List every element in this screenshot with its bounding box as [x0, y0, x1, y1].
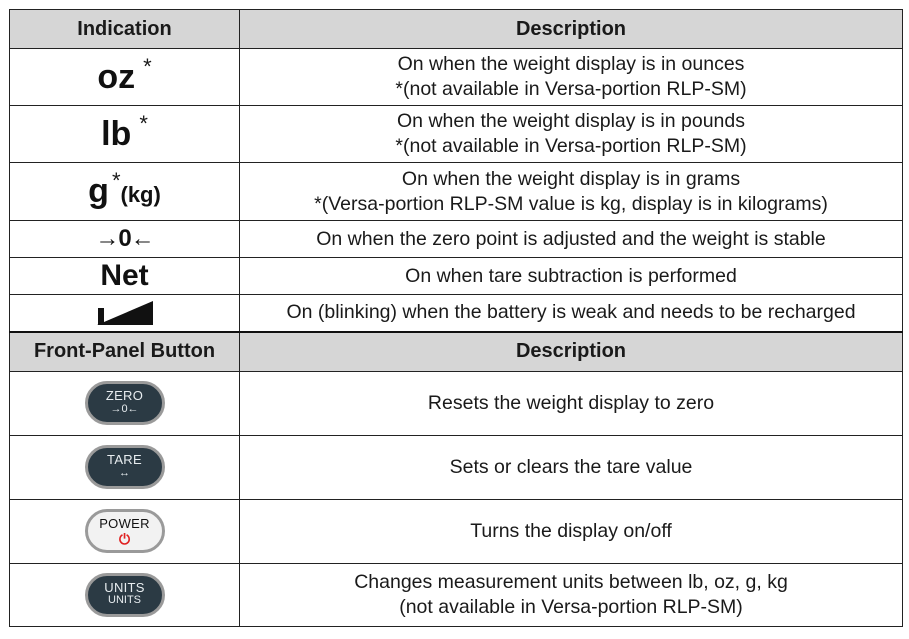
table-row-oz	[10, 49, 903, 106]
power-button[interactable]	[85, 509, 165, 553]
button-cell-units	[10, 563, 240, 626]
description-note: (not available in Versa-portion RLP-SM)	[399, 595, 743, 618]
indication-zero	[10, 221, 240, 258]
description-line: Changes measurement units between lb, oz, g, kg	[354, 570, 788, 593]
description-note: *(not available in Versa-portion RLP-SM)	[395, 78, 747, 100]
description-net: On when tare subtraction is performed	[240, 258, 903, 295]
description-zero-button: Resets the weight display to zero	[240, 371, 903, 435]
table-row-net	[10, 258, 903, 295]
g-indicator-icon: g	[88, 172, 109, 210]
description-units-button	[240, 563, 903, 626]
power-icon: ⏻	[118, 530, 131, 547]
header-row-indications	[10, 10, 903, 49]
tare-button[interactable]	[85, 445, 165, 489]
table-row-power-button	[10, 499, 903, 563]
description-oz	[240, 49, 903, 106]
lb-indicator-icon: lb	[101, 114, 132, 153]
column-header-button: Front-Panel Button	[10, 332, 240, 372]
asterisk-marker: *	[143, 53, 152, 79]
description-power-button: Turns the display on/off	[240, 499, 903, 563]
column-header-description: Description	[240, 10, 903, 49]
tare-button-label: TARE	[107, 452, 142, 467]
description-battery: On (blinking) when the battery is weak and needs to be recharged	[240, 295, 903, 332]
zero-button-label: ZERO	[105, 388, 144, 403]
zero-button[interactable]	[85, 381, 165, 425]
table-row-zero	[10, 221, 903, 258]
header-row-buttons	[10, 332, 903, 372]
indicator-button-table	[9, 9, 903, 627]
table-row-battery	[10, 295, 903, 332]
net-indicator-icon: Net	[100, 259, 149, 292]
button-cell-power	[10, 499, 240, 563]
table-row-lb	[10, 106, 903, 163]
zero-indicator-icon: →0←	[95, 225, 154, 252]
indication-g	[10, 163, 240, 221]
button-cell-zero	[10, 371, 240, 435]
asterisk-marker: *	[111, 168, 121, 193]
power-button-label: POWER	[99, 516, 150, 531]
units-button-label: UNITS	[104, 579, 145, 595]
description-line: On when the weight display is in grams	[401, 167, 741, 190]
description-lb	[240, 106, 903, 163]
tare-icon: ↔	[119, 466, 130, 479]
column-header-button-description: Description	[240, 332, 903, 372]
description-note: *(not available in Versa-portion RLP-SM)	[395, 135, 747, 157]
indication-battery	[10, 295, 240, 332]
units-sub-label: UNITS	[108, 594, 141, 607]
table-row-tare-button	[10, 435, 903, 499]
asterisk-marker: *	[139, 110, 148, 136]
description-g	[240, 163, 903, 221]
description-line: On when the weight display is in pounds	[397, 110, 745, 132]
indication-oz	[10, 49, 240, 106]
button-cell-tare	[10, 435, 240, 499]
oz-indicator-icon: oz	[97, 57, 136, 96]
indication-lb	[10, 106, 240, 163]
kg-indicator-label: (kg)	[120, 182, 161, 207]
description-zero: On when the zero point is adjusted and the weight is stable	[240, 221, 903, 258]
zero-arrows-icon: →0←	[110, 402, 139, 415]
table-row-zero-button	[10, 371, 903, 435]
table-row-units-button	[10, 563, 903, 626]
column-header-indication: Indication	[10, 10, 240, 49]
description-line: On when the weight display is in ounces	[397, 53, 745, 75]
description-tare-button: Sets or clears the tare value	[240, 435, 903, 499]
description-note: *(Versa-portion RLP-SM value is kg, display is in kilograms)	[314, 192, 828, 215]
table-row-g	[10, 163, 903, 221]
battery-low-icon	[97, 301, 153, 325]
indication-net	[10, 258, 240, 295]
units-button[interactable]	[85, 573, 165, 617]
